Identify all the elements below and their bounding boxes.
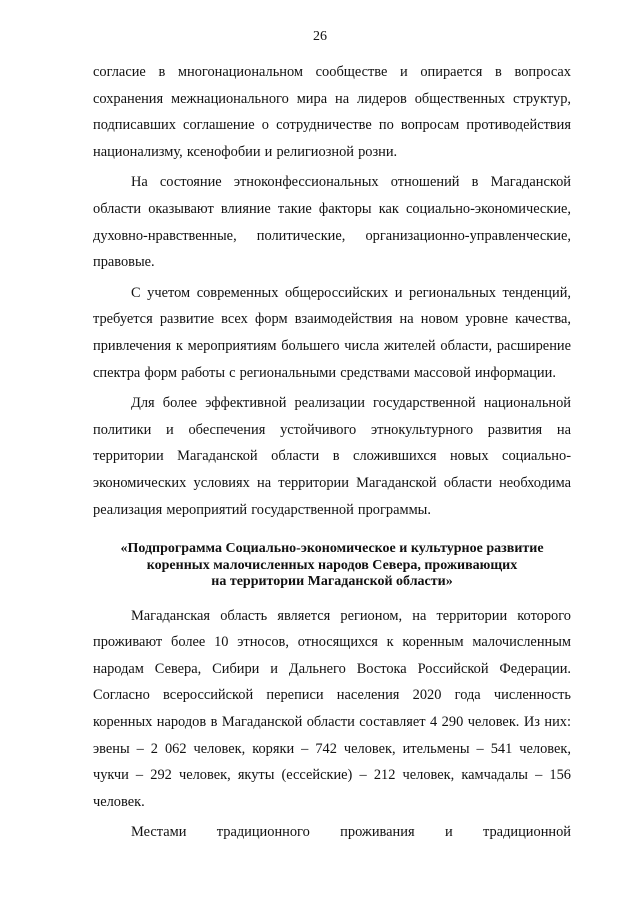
section-heading-line: коренных малочисленных народов Севера, проживающих — [146, 557, 518, 573]
paragraph-ethno-factors: На состояние этноконфессиональных отношений в Магаданской области оказывают влияние такие факторы как социально-экономические, духовно-нравственные, политические, организационно-управленческие, правовые. — [93, 174, 571, 271]
section-heading-line: на территории Магаданской области» — [211, 574, 453, 590]
document-body — [93, 59, 571, 846]
paragraph-program-implementation: Для более эффективной реализации государственной национальной политики и обеспечения устойчивого этнокультурного развития на территории Магаданской области в сложившихся новых социально-экономических условиях на территории Магаданской области необходима реализация мероприятий государственной программы. — [93, 395, 571, 518]
section-heading-line: «Подпрограмма Социально-экономическое и культурное развитие — [120, 541, 544, 557]
section-heading — [93, 541, 571, 591]
paragraph-traditional-residence: Местами традиционного проживания и традиционной — [131, 824, 571, 841]
page-number: 26 — [313, 29, 327, 44]
paragraph-ethnic-population: Магаданская область является регионом, на территории которого проживают более 10 этносов, относящихся к коренным малочисленным народам Севера, Сибири и Дальнего Востока Российской Федерации. Согласно всероссийской переписи населения 2020 года численность коренных народов в Магаданской области составляет 4 290 человек. Из них: эвены – 2 062 человек, коряки – 742 человек, ительмены – 541 человек, чукчи – 292 человек, якуты (ессейские) – 212 человек, камчадалы – 156 человек. — [93, 607, 571, 810]
paragraph-continuation: согласие в многонациональном сообществе и опирается в вопросах сохранения межнационального мира на лидеров общественных структур, подписавших соглашение о сотрудничестве по вопросам противодействия национализму, ксенофобии и религиозной розни. — [93, 64, 571, 160]
paragraph-trends: С учетом современных общероссийских и региональных тенденций, требуется развитие всех форм взаимодействия на новом уровне качества, привлечения к мероприятиям большего числа жителей области, расширение спектра форм работы с региональными средствами массовой информации. — [93, 284, 571, 381]
